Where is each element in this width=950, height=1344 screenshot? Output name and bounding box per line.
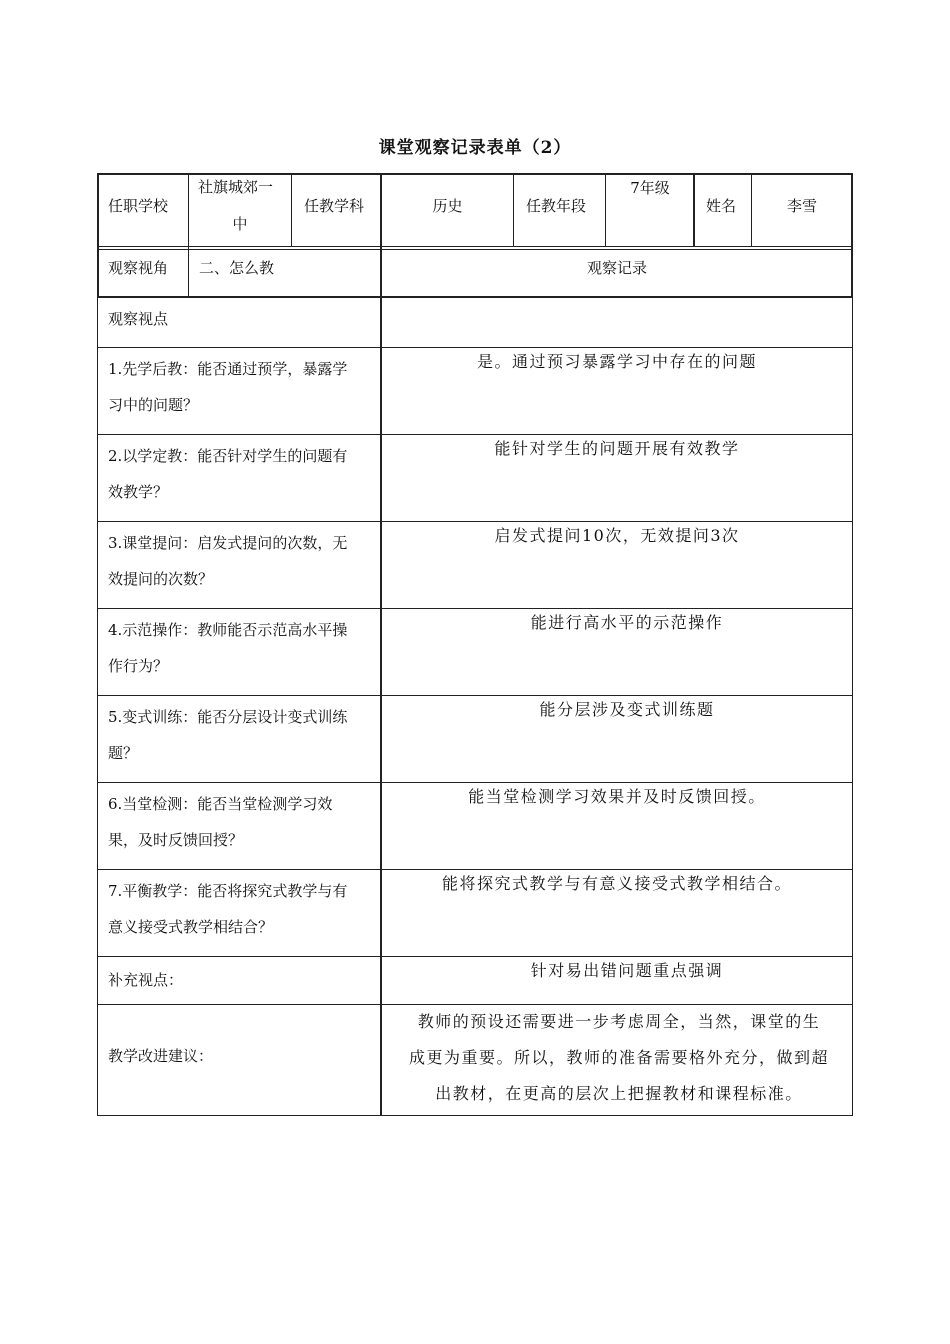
record-header: 观察记录 — [586, 259, 647, 277]
row-divider — [97, 1004, 853, 1005]
item-answer: 启发式提问10次，无效提问3次 — [494, 526, 740, 545]
perspective-label: 观察视角 — [108, 259, 169, 277]
name-label: 姓名 — [706, 197, 737, 215]
name-value: 李雪 — [786, 197, 817, 215]
item-question-line2: 效教学？ — [108, 483, 169, 501]
item-question-line1: 1.先学后教：能否通过预学，暴露学 — [108, 360, 348, 378]
row-divider — [97, 246, 853, 247]
item-answer: 能分层涉及变式训练题 — [539, 700, 715, 719]
suggestion-line1: 教师的预设还需要进一步考虑周全，当然，课堂的生 — [417, 1012, 821, 1031]
table-border-left — [97, 297, 98, 1116]
perspective-value: 二、怎么教 — [199, 259, 275, 277]
item-answer: 能当堂检测学习效果并及时反馈回授。 — [468, 787, 766, 806]
col-divider — [605, 173, 606, 247]
table-border-bottom — [97, 1115, 853, 1116]
suggestion-line2: 成更为重要。所以，教师的准备需要格外充分，做到超 — [408, 1048, 829, 1067]
item-question-line1: 3.课堂提问：启发式提问的次数，无 — [108, 534, 348, 552]
item-answer: 能将探究式教学与有意义接受式教学相结合。 — [441, 874, 792, 893]
item-question-line1: 5.变式训练：能否分层设计变式训练 — [108, 708, 348, 726]
row-divider — [97, 608, 853, 609]
item-question-line2: 题？ — [108, 744, 139, 762]
item-question-line1: 2.以学定教：能否针对学生的问题有 — [108, 447, 348, 465]
row-divider — [97, 296, 853, 298]
col-divider — [188, 173, 189, 297]
col-divider — [513, 173, 514, 247]
supplement-answer: 针对易出错问题重点强调 — [530, 961, 724, 980]
item-question-line1: 6.当堂检测：能否当堂检测学习效 — [108, 795, 333, 813]
item-question-line2: 效提问的次数？ — [108, 570, 214, 588]
grade-label: 任教年段 — [526, 197, 587, 215]
row-divider — [97, 869, 853, 870]
item-question-line2: 习中的问题？ — [108, 396, 199, 414]
row-divider — [97, 347, 853, 348]
suggestion-label: 教学改进建议： — [108, 1047, 214, 1065]
col-divider — [693, 173, 695, 247]
row-divider — [97, 521, 853, 522]
item-question-line1: 4.示范操作：教师能否示范高水平操 — [108, 621, 348, 639]
item-question-line2: 作行为？ — [108, 657, 169, 675]
item-answer: 能进行高水平的示范操作 — [530, 613, 724, 632]
subject-value: 历史 — [432, 197, 463, 215]
school-value-line2: 中 — [232, 215, 248, 233]
item-question-line2: 意义接受式教学相结合？ — [108, 918, 274, 936]
row-divider — [97, 782, 853, 783]
grade-value: 7年级 — [630, 179, 670, 197]
row-divider — [97, 956, 853, 957]
school-label: 任职学校 — [108, 197, 169, 215]
col-divider — [291, 173, 292, 247]
item-question-line1: 7.平衡教学：能否将探究式教学与有 — [108, 882, 348, 900]
item-question-line2: 果，及时反馈回授？ — [108, 831, 244, 849]
school-value-line1: 社旗城郊一 — [198, 178, 274, 196]
supplement-label: 补充视点： — [108, 971, 184, 989]
subject-label: 任教学科 — [304, 197, 365, 215]
item-answer: 能针对学生的问题开展有效教学 — [494, 439, 740, 458]
page-title: 课堂观察记录表单（2） — [378, 138, 572, 158]
col-divider — [751, 173, 752, 247]
row-divider — [97, 695, 853, 696]
table-border-left — [97, 173, 99, 297]
viewpoint-header: 观察视点 — [108, 310, 169, 328]
suggestion-line3: 出教材，在更高的层次上把握教材和课程标准。 — [435, 1084, 803, 1103]
item-answer: 是。通过预习暴露学习中存在的问题 — [476, 352, 757, 371]
row-divider — [97, 434, 853, 435]
